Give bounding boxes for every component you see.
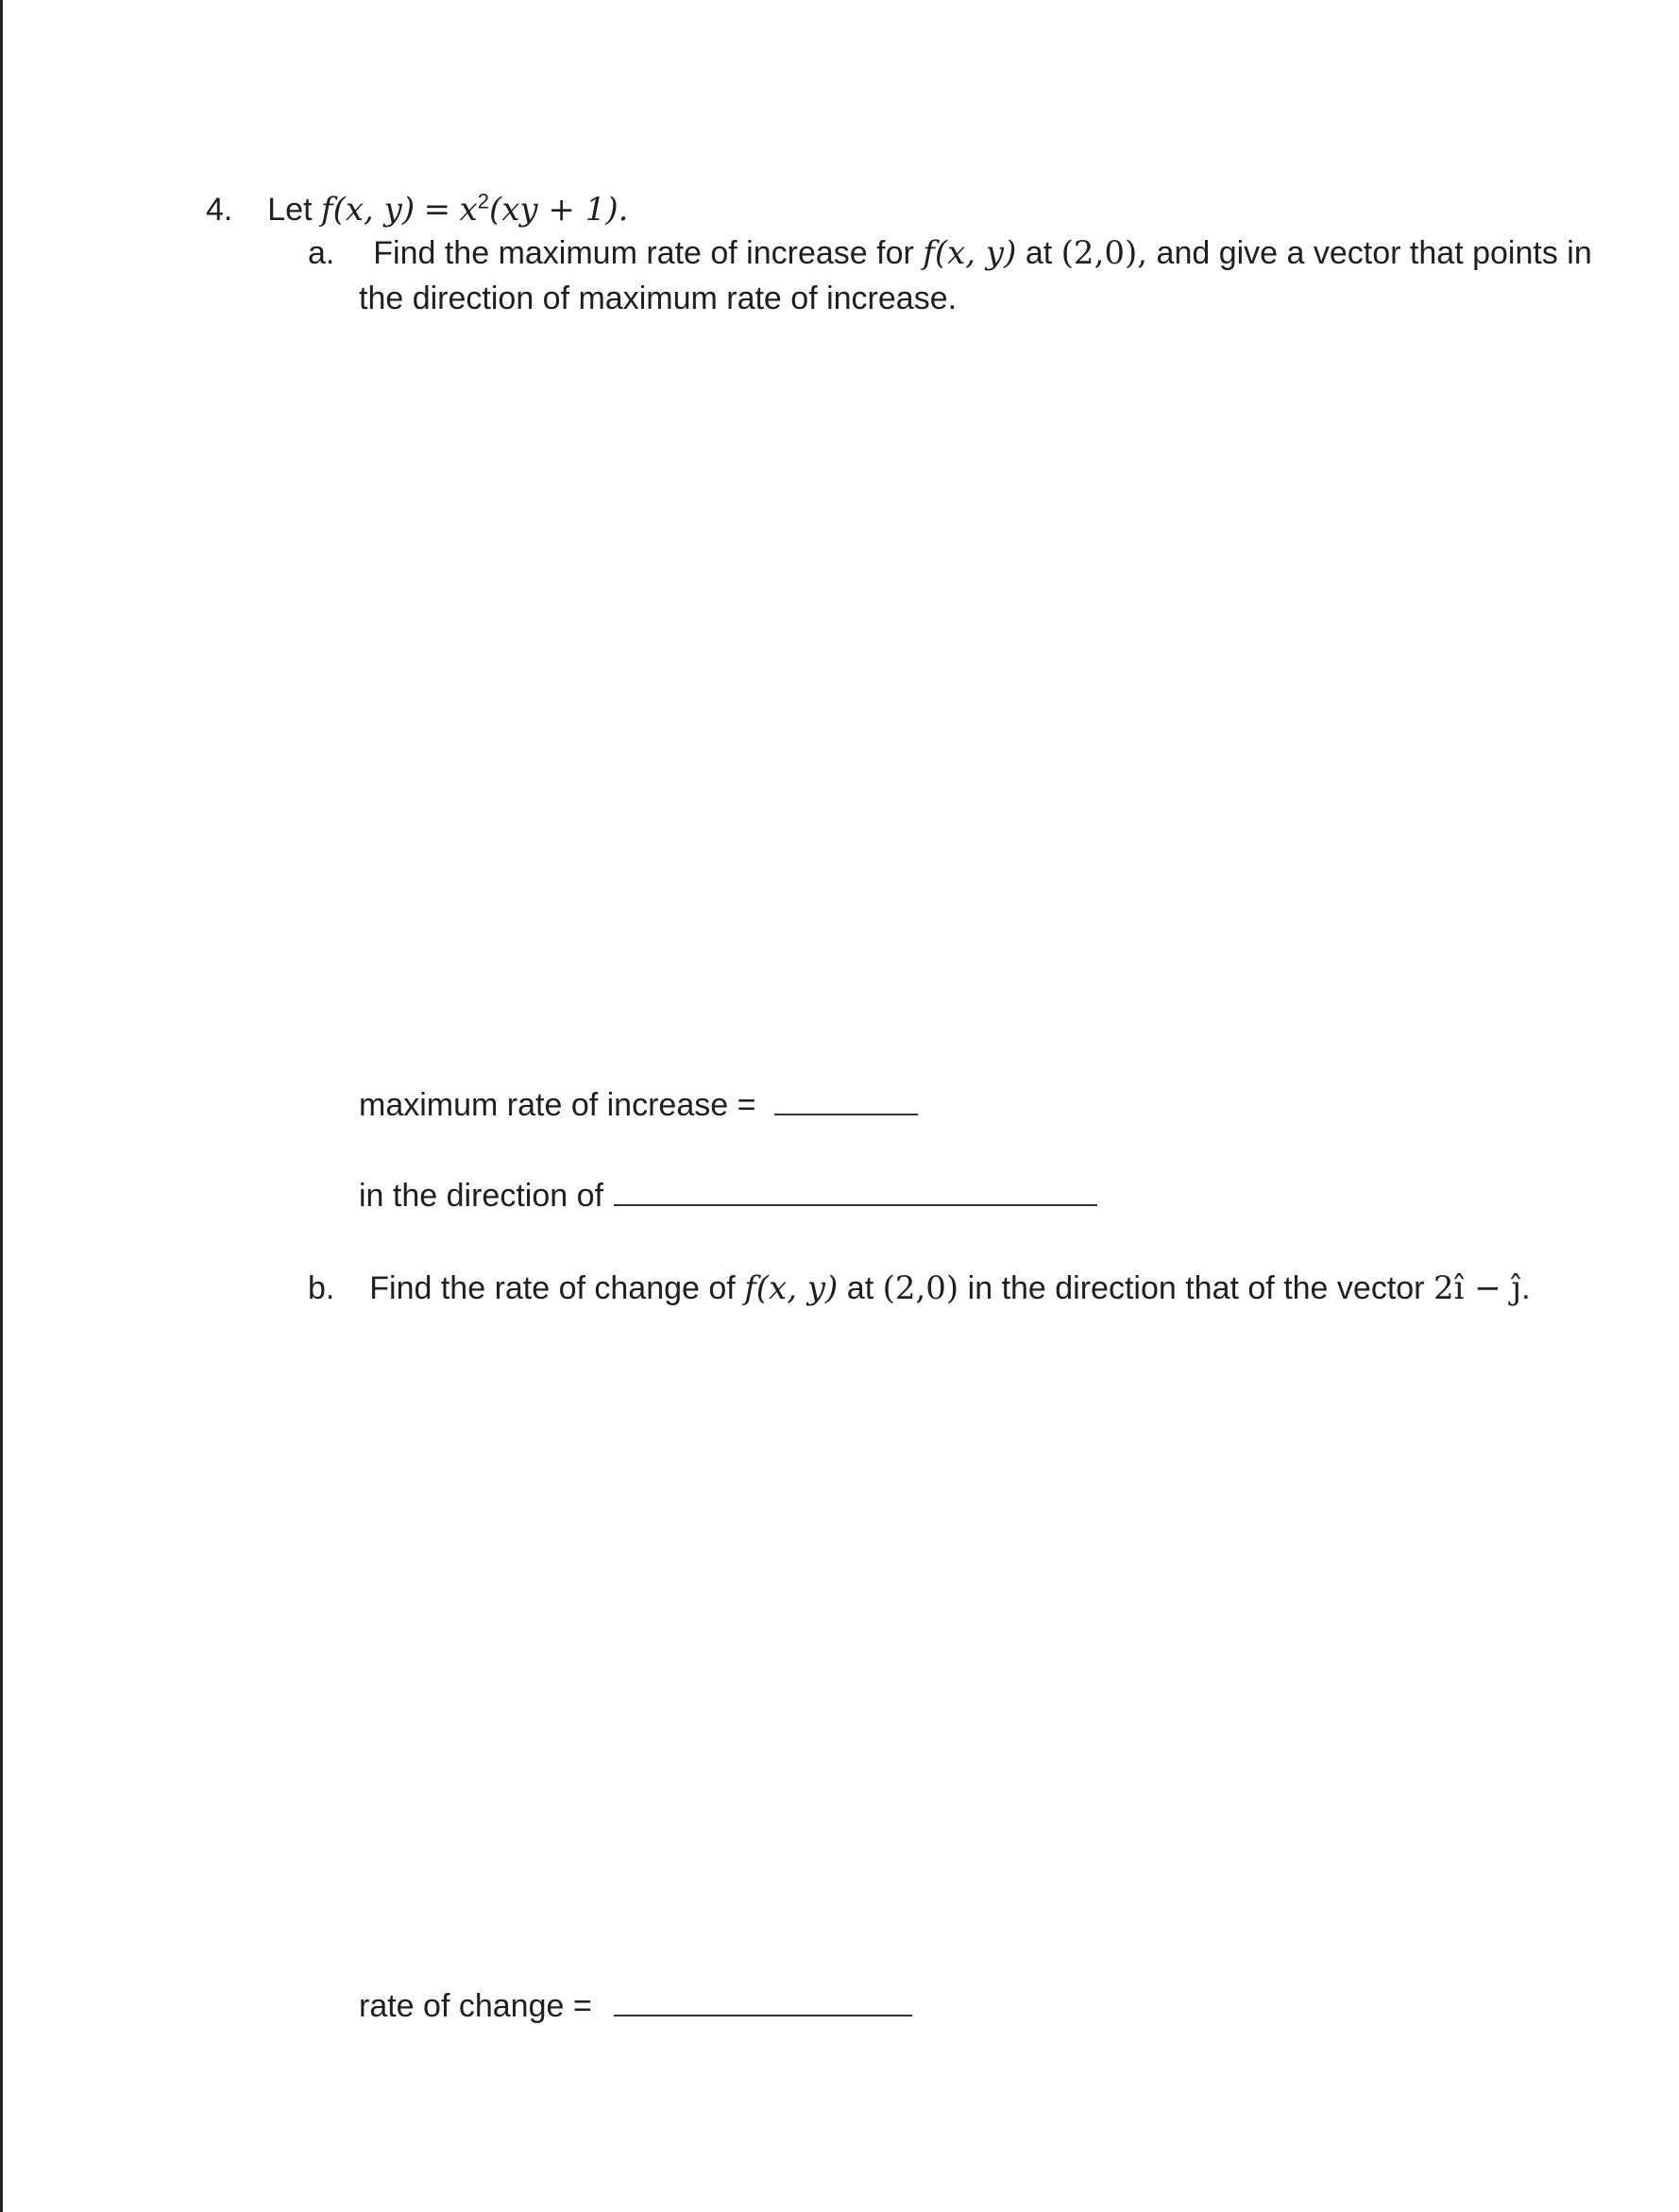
part-b-text-1: Find the rate of change of xyxy=(369,1270,736,1306)
part-b-period: . xyxy=(1521,1270,1531,1306)
part-b-label: b. xyxy=(308,1270,335,1306)
part-a-line-2: the direction of maximum rate of increase. xyxy=(359,281,958,316)
answer-rate-of-change-label: rate of change = xyxy=(359,1988,592,2024)
answer-rate-of-change-row xyxy=(359,1985,912,2027)
function-lhs: f(x, y) xyxy=(320,191,416,229)
answer-rate-of-change-blank[interactable] xyxy=(614,1990,912,2016)
part-a-text-3: and give a vector that points in xyxy=(1156,235,1592,271)
part-a-function: f(x, y) xyxy=(923,234,1017,272)
part-a-text-1: Find the maximum rate of increase for xyxy=(373,235,914,271)
part-b-vector: 2î − ĵ xyxy=(1433,1269,1522,1307)
part-a-label: a. xyxy=(308,235,335,271)
part-b-line xyxy=(308,1268,1531,1309)
answer-direction-blank[interactable] xyxy=(614,1180,1097,1206)
part-a-line-1 xyxy=(308,232,1592,274)
question-4-stem xyxy=(206,189,628,230)
answer-max-rate-blank[interactable] xyxy=(774,1089,918,1115)
function-rhs-exponent: 2 xyxy=(477,189,489,213)
function-rhs-base: x xyxy=(459,191,478,229)
part-a-text-2: at xyxy=(1025,235,1053,271)
question-number: 4. xyxy=(206,192,233,228)
part-b-text-2: at xyxy=(846,1270,874,1306)
answer-max-rate-row xyxy=(359,1084,918,1126)
equals-sign: = xyxy=(423,191,451,229)
answer-max-rate-label: maximum rate of increase = xyxy=(359,1087,756,1123)
answer-direction-label: in the direction of xyxy=(359,1178,603,1214)
intro-text: Let xyxy=(267,192,313,228)
part-a-point: (2,0), xyxy=(1060,234,1148,272)
page-left-border xyxy=(0,0,3,2212)
answer-direction-row xyxy=(359,1175,1097,1217)
function-rhs-tail: (xy + 1). xyxy=(488,191,629,229)
part-b-function: f(x, y) xyxy=(744,1269,839,1307)
part-b-text-3: in the direction that of the vector xyxy=(967,1270,1425,1306)
part-b-point: (2,0) xyxy=(882,1269,959,1307)
